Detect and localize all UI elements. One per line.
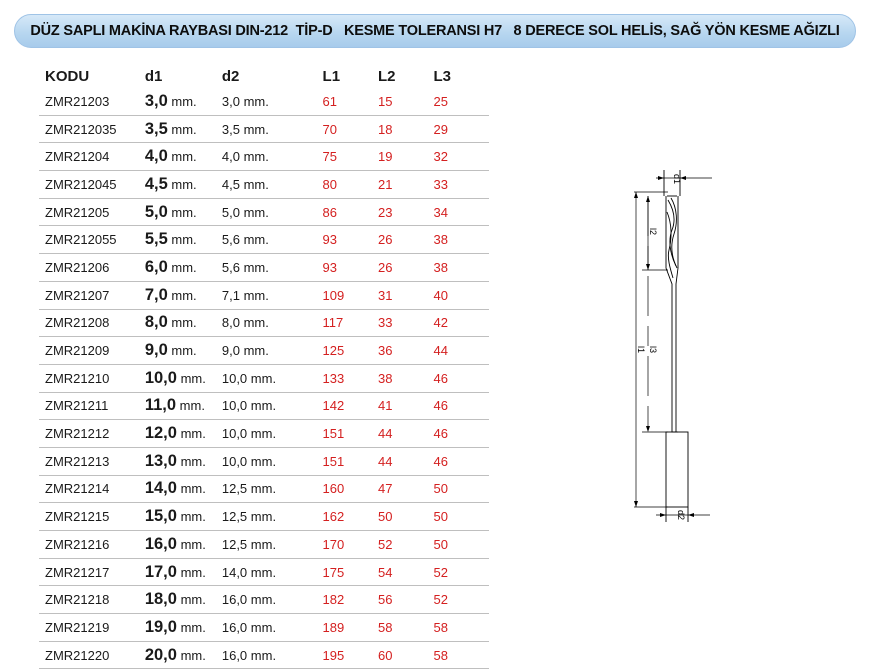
table-header-row [39,64,489,88]
cell-l1: 61 [323,88,378,115]
cell-l2: 44 [378,420,433,448]
cell-l1: 195 [323,641,378,669]
cell-d2: 5,6 mm. [222,226,323,254]
label-l2: l2 [648,228,658,236]
cell-l1: 86 [323,198,378,226]
cell-kodu: ZMR21219 [39,614,145,642]
table-row [39,392,489,420]
page-title: DÜZ SAPLI MAKİNA RAYBASI DIN-212 TİP-D KESME TOLERANSI H7 8 DERECE SOL HELİS, SAĞ YÖN KESME AĞIZLI [30,23,840,39]
title-banner [14,14,856,48]
cell-l2: 58 [378,614,433,642]
cell-l1: 117 [323,309,378,337]
cell-d2: 10,0 mm. [222,392,323,420]
cell-l3: 42 [433,309,489,337]
table-row [39,309,489,337]
cell-d2: 16,0 mm. [222,614,323,642]
cell-d1: 7,0 mm. [145,281,222,309]
cell-l2: 38 [378,364,433,392]
cell-d2: 5,6 mm. [222,254,323,282]
table-row [39,503,489,531]
reamer-drawing [620,150,740,530]
cell-d1: 5,5 mm. [145,226,222,254]
cell-d2: 12,5 mm. [222,503,323,531]
cell-l3: 38 [433,254,489,282]
cell-d2: 3,5 mm. [222,115,323,143]
cell-d1: 18,0 mm. [145,586,222,614]
cell-l1: 175 [323,558,378,586]
cell-l2: 56 [378,586,433,614]
cell-d2: 10,0 mm. [222,447,323,475]
cell-l3: 46 [433,392,489,420]
cell-kodu: ZMR21220 [39,641,145,669]
header-d2: d2 [221,67,240,85]
table-row [39,254,489,282]
cell-d2: 16,0 mm. [222,586,323,614]
cell-l1: 189 [323,614,378,642]
cell-d2: 14,0 mm. [222,558,323,586]
cell-l2: 36 [378,337,433,365]
cell-l2: 47 [378,475,433,503]
header-l2: L2 [378,67,396,85]
cell-d1: 13,0 mm. [145,447,222,475]
cell-l1: 93 [323,254,378,282]
cell-kodu: ZMR212045 [39,171,145,199]
cell-l1: 80 [323,171,378,199]
cell-d2: 10,0 mm. [222,364,323,392]
cell-l2: 18 [378,115,433,143]
cell-kodu: ZMR21209 [39,337,145,365]
cell-l2: 23 [378,198,433,226]
cell-l2: 21 [378,171,433,199]
cell-d1: 8,0 mm. [145,309,222,337]
cell-l3: 44 [433,337,489,365]
cell-l3: 58 [433,641,489,669]
cell-d1: 19,0 mm. [145,614,222,642]
cell-l3: 58 [433,614,489,642]
cell-l3: 46 [433,364,489,392]
cell-kodu: ZMR21208 [39,309,145,337]
cell-d1: 5,0 mm. [145,198,222,226]
table-row [39,226,489,254]
cell-kodu: ZMR21214 [39,475,145,503]
cell-l1: 125 [323,337,378,365]
cell-d2: 12,5 mm. [222,531,323,559]
table-row [39,586,489,614]
cell-l2: 52 [378,531,433,559]
cell-l1: 162 [323,503,378,531]
cell-kodu: ZMR21206 [39,254,145,282]
cell-l1: 170 [323,531,378,559]
flute-1 [668,200,676,266]
cell-d1: 20,0 mm. [145,641,222,669]
cell-d1: 11,0 mm. [145,392,222,420]
cell-l2: 44 [378,447,433,475]
cell-d2: 3,0 mm. [222,88,323,115]
cell-l3: 34 [433,198,489,226]
cell-d1: 15,0 mm. [145,503,222,531]
cell-d2: 4,5 mm. [222,171,323,199]
cell-l1: 142 [323,392,378,420]
table-row [39,171,489,199]
cell-l2: 60 [378,641,433,669]
cell-l2: 19 [378,143,433,171]
table-row [39,281,489,309]
cell-l1: 182 [323,586,378,614]
cell-l3: 38 [433,226,489,254]
cell-l3: 50 [433,475,489,503]
cell-l3: 52 [433,558,489,586]
cell-l3: 25 [433,88,489,115]
cell-kodu: ZMR21207 [39,281,145,309]
cell-l2: 31 [378,281,433,309]
table-row [39,337,489,365]
table-row [39,420,489,448]
header-l3: L3 [433,67,451,85]
cell-l1: 75 [323,143,378,171]
cell-l3: 29 [433,115,489,143]
cell-l2: 33 [378,309,433,337]
cell-d1: 3,0 mm. [145,88,222,115]
reamer-spec-table [39,64,489,669]
cell-kodu: ZMR212035 [39,115,145,143]
cell-l2: 26 [378,254,433,282]
cell-l1: 151 [323,420,378,448]
cell-d2: 16,0 mm. [222,641,323,669]
cell-l3: 46 [433,420,489,448]
cell-l1: 70 [323,115,378,143]
header-l1: L1 [322,67,341,85]
cell-d2: 7,1 mm. [222,281,323,309]
cell-l3: 40 [433,281,489,309]
reamer-shank [666,432,688,507]
cell-d2: 12,5 mm. [222,475,323,503]
cell-d1: 6,0 mm. [145,254,222,282]
label-l3: l3 [648,346,658,354]
table-row [39,531,489,559]
reamer-outline-right [676,196,678,432]
table-row [39,143,489,171]
cell-d1: 4,5 mm. [145,171,222,199]
table-row [39,198,489,226]
table-row [39,558,489,586]
table-row [39,364,489,392]
cell-kodu: ZMR21215 [39,503,145,531]
cell-kodu: ZMR21210 [39,364,145,392]
cell-kodu: ZMR21213 [39,447,145,475]
cell-l1: 160 [323,475,378,503]
cell-kodu: ZMR21218 [39,586,145,614]
cell-l3: 33 [433,171,489,199]
cell-l2: 26 [378,226,433,254]
cell-kodu: ZMR21212 [39,420,145,448]
cell-l3: 50 [433,503,489,531]
cell-l1: 133 [323,364,378,392]
table-row [39,88,489,115]
cell-l1: 109 [323,281,378,309]
cell-l1: 93 [323,226,378,254]
table-row [39,475,489,503]
cell-kodu: ZMR21217 [39,558,145,586]
cell-d1: 9,0 mm. [145,337,222,365]
header-kodu: KODU [45,67,90,85]
cell-kodu: ZMR21216 [39,531,145,559]
label-l1: l1 [636,346,646,354]
cell-kodu: ZMR212055 [39,226,145,254]
cell-l3: 50 [433,531,489,559]
table-row [39,641,489,669]
cell-l2: 41 [378,392,433,420]
cell-d2: 4,0 mm. [222,143,323,171]
cell-l3: 52 [433,586,489,614]
cell-l2: 50 [378,503,433,531]
label-d1: d1 [672,174,682,185]
cell-l3: 32 [433,143,489,171]
table-row [39,115,489,143]
cell-d1: 17,0 mm. [145,558,222,586]
cell-d2: 8,0 mm. [222,309,323,337]
cell-l2: 54 [378,558,433,586]
cell-d1: 3,5 mm. [145,115,222,143]
cell-kodu: ZMR21203 [39,88,145,115]
header-d1: d1 [144,67,163,85]
label-d2: d2 [676,510,686,521]
cell-d1: 14,0 mm. [145,475,222,503]
cell-l3: 46 [433,447,489,475]
cell-kodu: ZMR21204 [39,143,145,171]
cell-d1: 16,0 mm. [145,531,222,559]
cell-kodu: ZMR21211 [39,392,145,420]
cell-d1: 10,0 mm. [145,364,222,392]
table-body [39,88,489,669]
cell-l1: 151 [323,447,378,475]
cell-d2: 9,0 mm. [222,337,323,365]
cell-d2: 5,0 mm. [222,198,323,226]
cell-kodu: ZMR21205 [39,198,145,226]
cell-l2: 15 [378,88,433,115]
cell-d1: 12,0 mm. [145,420,222,448]
table-row [39,614,489,642]
table-row [39,447,489,475]
cell-d2: 10,0 mm. [222,420,323,448]
cell-d1: 4,0 mm. [145,143,222,171]
